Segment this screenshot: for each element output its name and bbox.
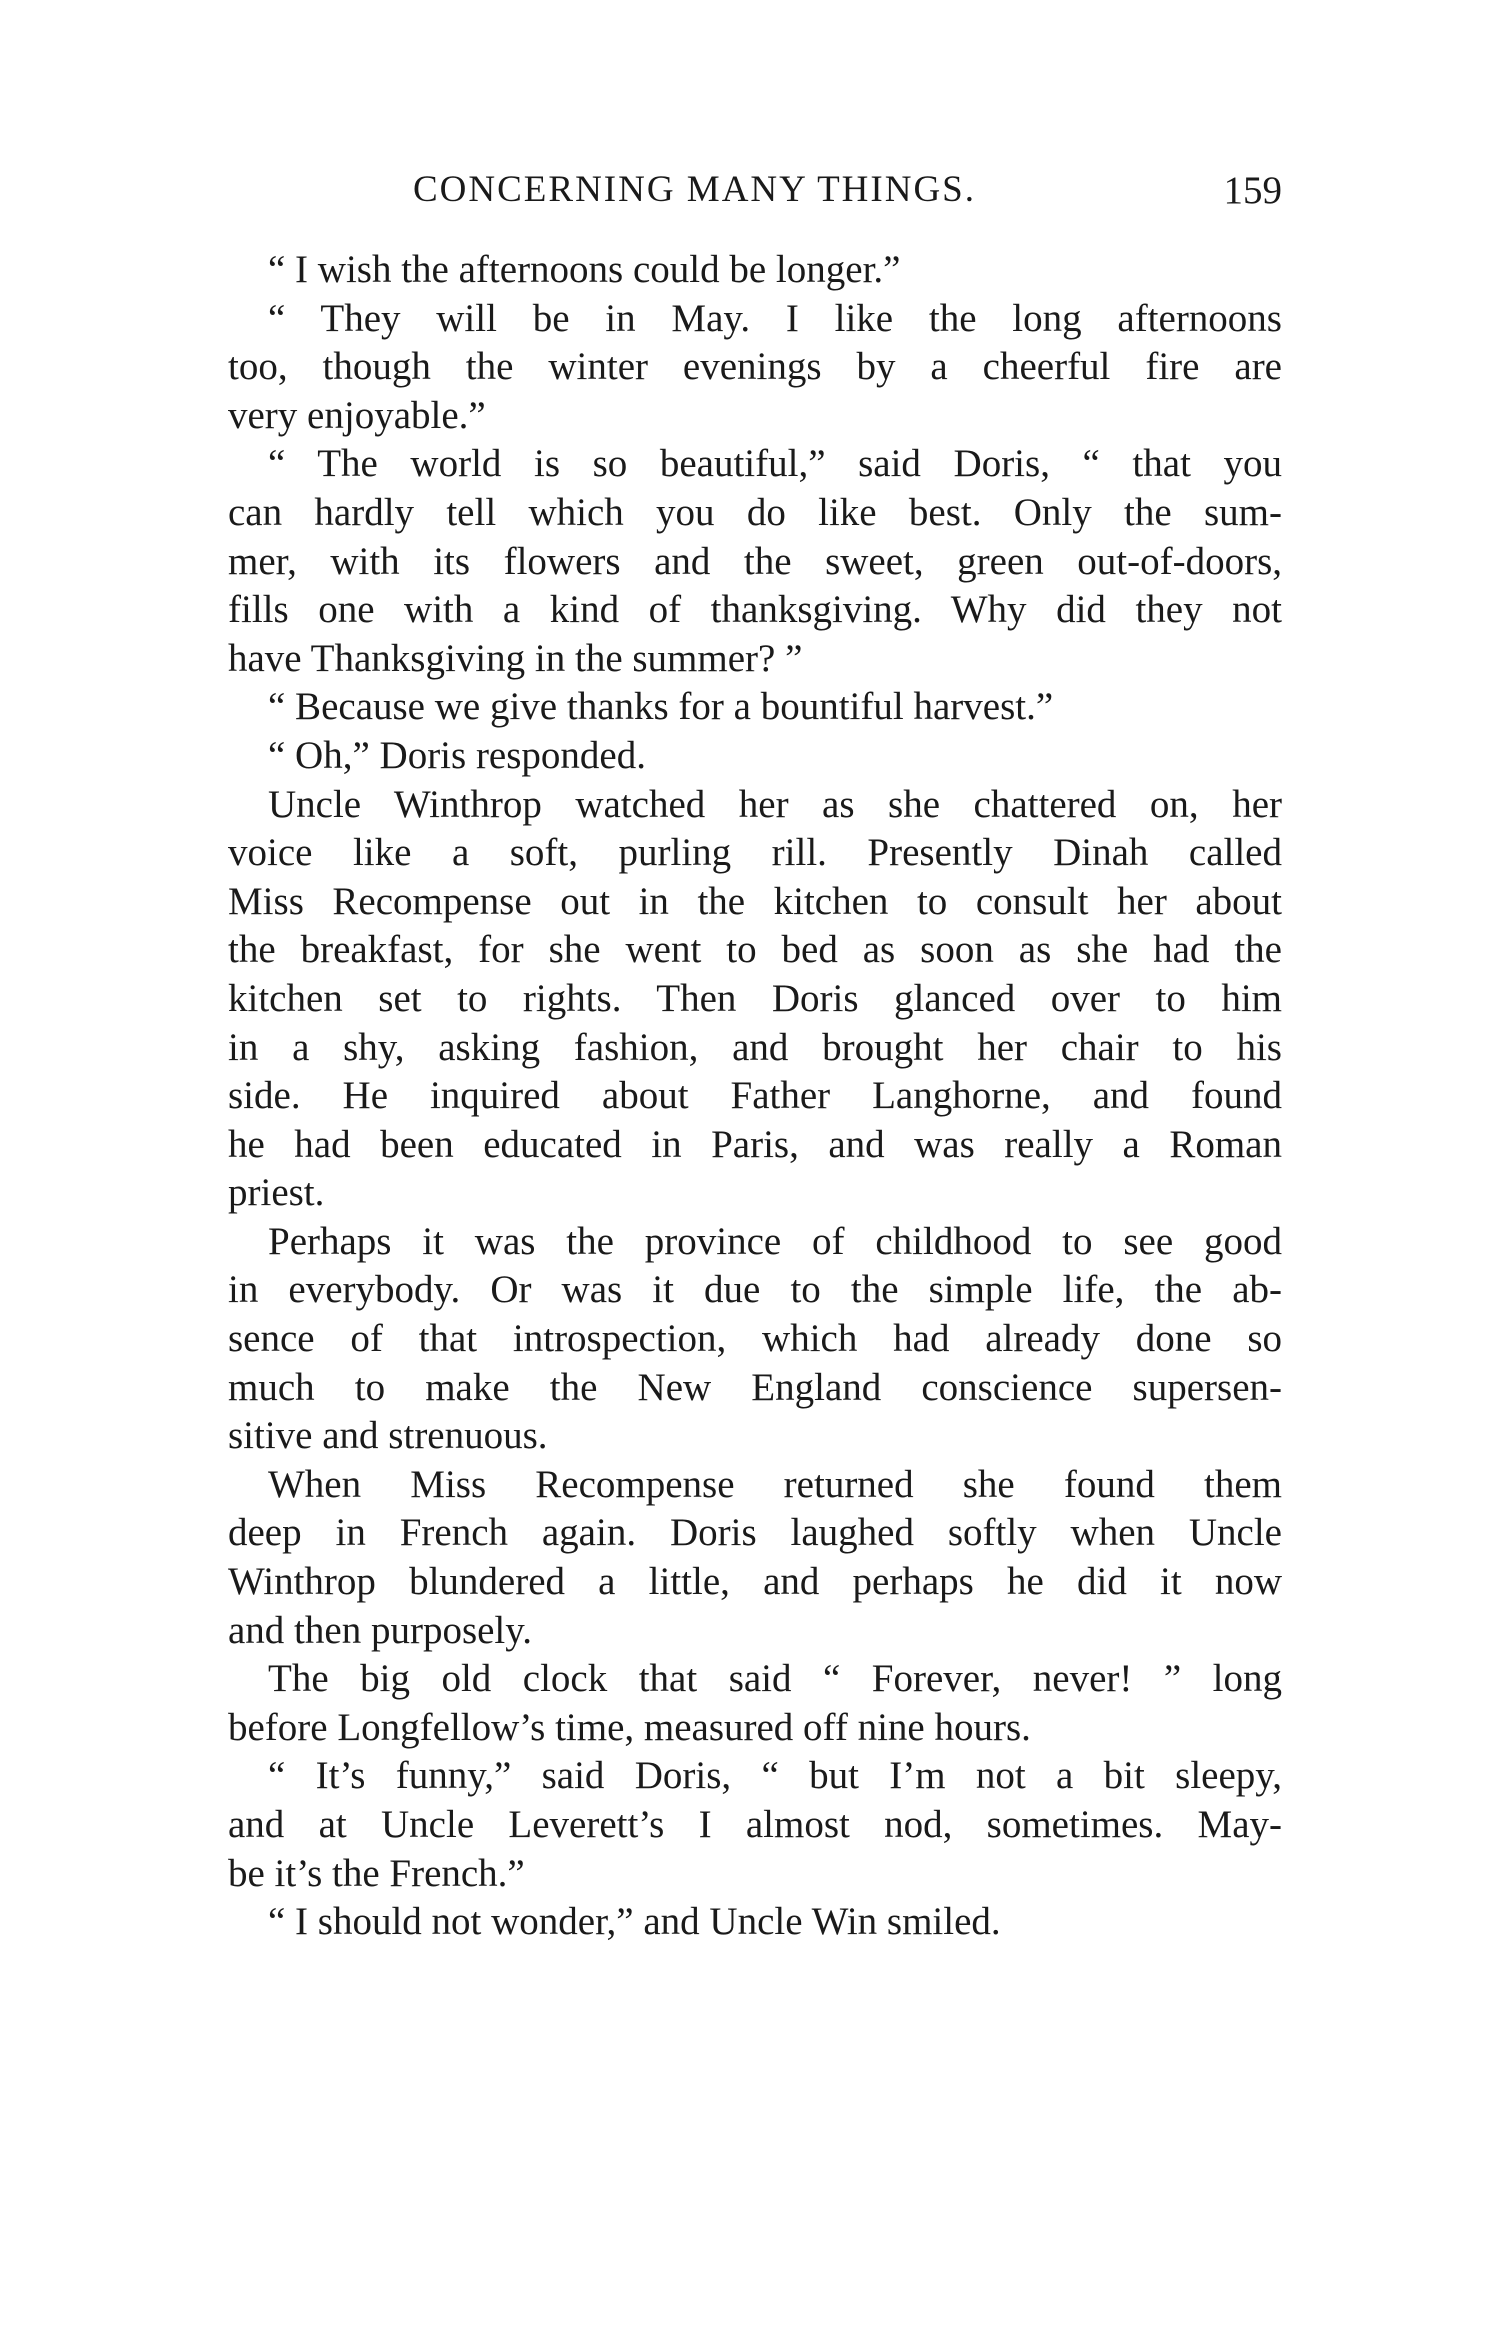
text-line: much to make the New England conscience supersen- [228, 1365, 1282, 1409]
text-line: “ It’s funny,” said Doris, “ but I’m not a bit sleepy, [268, 1754, 1282, 1798]
text-line: Uncle Winthrop watched her as she chattered on, her [268, 782, 1282, 826]
body-text [228, 246, 1282, 1947]
page-number: 159 [1223, 169, 1282, 212]
text-line: mer, with its flowers and the sweet, green out-of-doors, [228, 539, 1282, 583]
text-line: in a shy, asking fashion, and brought her chair to his [228, 1025, 1282, 1069]
text-line: sitive and strenuous. [228, 1414, 548, 1458]
text-line: “ The world is so beautiful,” said Doris, “ that you [268, 442, 1282, 486]
running-header [228, 168, 1282, 218]
text-line: “ They will be in May. I like the long afternoons [268, 296, 1282, 340]
text-line: be it’s the French.” [228, 1851, 525, 1895]
text-line: When Miss Recompense returned she found them [268, 1462, 1282, 1506]
text-line: before Longfellow’s time, measured off nine hours. [228, 1705, 1031, 1749]
text-line: and at Uncle Leverett’s I almost nod, sometimes. May- [228, 1803, 1282, 1846]
text-line: fills one with a kind of thanksgiving. Why did they not [228, 588, 1282, 632]
text-line: “ I should not wonder,” and Uncle Win smiled. [268, 1900, 1001, 1944]
text-line: priest. [228, 1171, 325, 1215]
text-line: sence of that introspection, which had already done so [228, 1317, 1282, 1361]
text-line: and then purposely. [228, 1608, 532, 1652]
text-line: the breakfast, for she went to bed as soon as she had the [228, 928, 1282, 972]
text-line: in everybody. Or was it due to the simple life, the ab- [228, 1268, 1282, 1312]
text-line: too, though the winter evenings by a cheerful fire are [228, 345, 1282, 389]
text-line: deep in French again. Doris laughed softly when Uncle [228, 1511, 1282, 1555]
text-line: Perhaps it was the province of childhood to see good [268, 1219, 1282, 1263]
text-line: Miss Recompense out in the kitchen to consult her about [228, 879, 1282, 923]
text-line: can hardly tell which you do like best. Only the sum- [228, 490, 1282, 534]
text-line: Winthrop blundered a little, and perhaps he did it now [228, 1560, 1282, 1604]
text-line: side. He inquired about Father Langhorne, and found [228, 1074, 1282, 1118]
text-line: kitchen set to rights. Then Doris glanced over to him [228, 976, 1282, 1020]
text-line: voice like a soft, purling rill. Presently Dinah called [228, 831, 1282, 875]
text-line: have Thanksgiving in the summer? ” [228, 636, 803, 680]
text-line: very enjoyable.” [228, 393, 486, 437]
text-line: he had been educated in Paris, and was really a Roman [228, 1122, 1282, 1166]
text-line: The big old clock that said “ Forever, never! ” long [268, 1657, 1282, 1701]
running-title: CONCERNING MANY THINGS. [413, 169, 976, 210]
text-line: “ Oh,” Doris responded. [268, 733, 646, 777]
text-line: “ I wish the afternoons could be longer.” [268, 248, 901, 291]
text-line: “ Because we give thanks for a bountiful harvest.” [268, 685, 1054, 729]
